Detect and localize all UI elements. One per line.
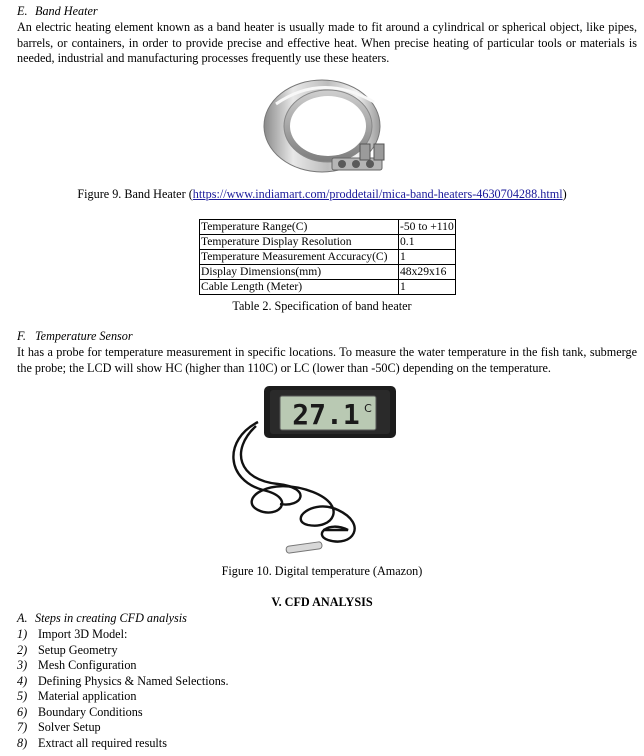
table-cell-label: Cable Length (Meter) (200, 280, 399, 295)
list-item (17, 627, 229, 643)
section-letter: A. (17, 611, 28, 625)
table-row (200, 220, 456, 235)
digital-thermometer-image (218, 380, 418, 560)
list-item (17, 705, 229, 721)
table-cell-value: -50 to +110 (400, 220, 454, 233)
section-heading-band-heater (17, 4, 98, 20)
lcd-unit: C (364, 402, 372, 415)
step-number: 4) (17, 673, 28, 688)
table-row (200, 280, 456, 295)
step-text: Boundary Conditions (38, 704, 143, 719)
figure-10-caption: Figure 10. Digital temperature (Amazon) (221, 564, 423, 578)
table-cell-label: Display Dimensions(mm) (200, 265, 399, 280)
list-item (17, 643, 229, 659)
step-number: 8) (17, 735, 28, 750)
table-cell-label: Temperature Range(C) (200, 220, 399, 235)
table-row (200, 265, 456, 280)
step-number: 7) (17, 720, 28, 734)
cfd-steps-list (17, 627, 229, 751)
section-title: Band Heater (35, 4, 98, 18)
step-text: Solver Setup (38, 720, 101, 734)
step-text: Setup Geometry (38, 642, 118, 657)
section-title: Steps in creating CFD analysis (35, 611, 187, 625)
list-item (17, 689, 229, 705)
step-text: Defining Physics & Named Selections. (38, 673, 229, 688)
step-text: Mesh Configuration (38, 658, 137, 672)
figure-9-source-link[interactable]: https://www.indiamart.com/proddetail/mica-band-heaters-4630704288.html (192, 187, 563, 201)
list-item (17, 674, 229, 690)
step-number: 1) (17, 627, 28, 641)
step-text: Extract all required results (38, 735, 167, 750)
section-title-cfd: V. CFD ANALYSIS (271, 595, 373, 609)
temp-sensor-paragraph: It has a probe for temperature measurement in specific locations. To measure the water temperature in the fish tank, submerge the probe; the LCD will show HC (higher than 110C) or LC (lower than -50C) depending on the temperature. (17, 345, 637, 375)
band-heater-paragraph: An electric heating element known as a band heater is usually made to fit around a cylindrical or spherical object, like pipes, barrels, or containers, in order to provide precise and effective heat. When precise heating of particular tools or materials is needed, industrial and manufacturing processes frequently use these heaters. (17, 20, 637, 66)
step-number: 2) (17, 642, 28, 657)
step-text: Material application (38, 689, 137, 703)
figure-9-caption-suffix: ) (562, 187, 567, 201)
section-heading-temp-sensor (17, 329, 133, 345)
list-item (17, 736, 229, 752)
spec-table (199, 219, 456, 295)
table-2-caption: Table 2. Specification of band heater (232, 299, 412, 313)
table-cell-value: 1 (399, 250, 456, 265)
table-cell-value: 0.1 (399, 235, 456, 250)
list-item (17, 720, 229, 736)
band-heater-image (256, 74, 396, 184)
list-item (17, 658, 229, 674)
section-letter: F. (17, 329, 26, 343)
section-heading-cfd-steps (17, 611, 187, 627)
section-title: Temperature Sensor (35, 329, 133, 343)
figure-9-caption-prefix: Figure 9. Band Heater ( (77, 187, 193, 201)
step-number: 3) (17, 658, 28, 672)
figure-9-caption (0, 187, 644, 203)
step-text: Import 3D Model: (38, 627, 128, 641)
section-letter: E. (17, 4, 28, 18)
table-cell-label: Temperature Measurement Accuracy(C) (200, 250, 399, 265)
table-cell-value: 48x29x16 (399, 265, 456, 280)
table-row (200, 235, 456, 250)
step-number: 6) (17, 704, 28, 719)
table-cell-value: 1 (399, 280, 456, 295)
table-cell-label: Temperature Display Resolution (200, 235, 399, 250)
step-number: 5) (17, 689, 28, 703)
table-row (200, 250, 456, 265)
lcd-reading: 27.1 (292, 398, 360, 431)
